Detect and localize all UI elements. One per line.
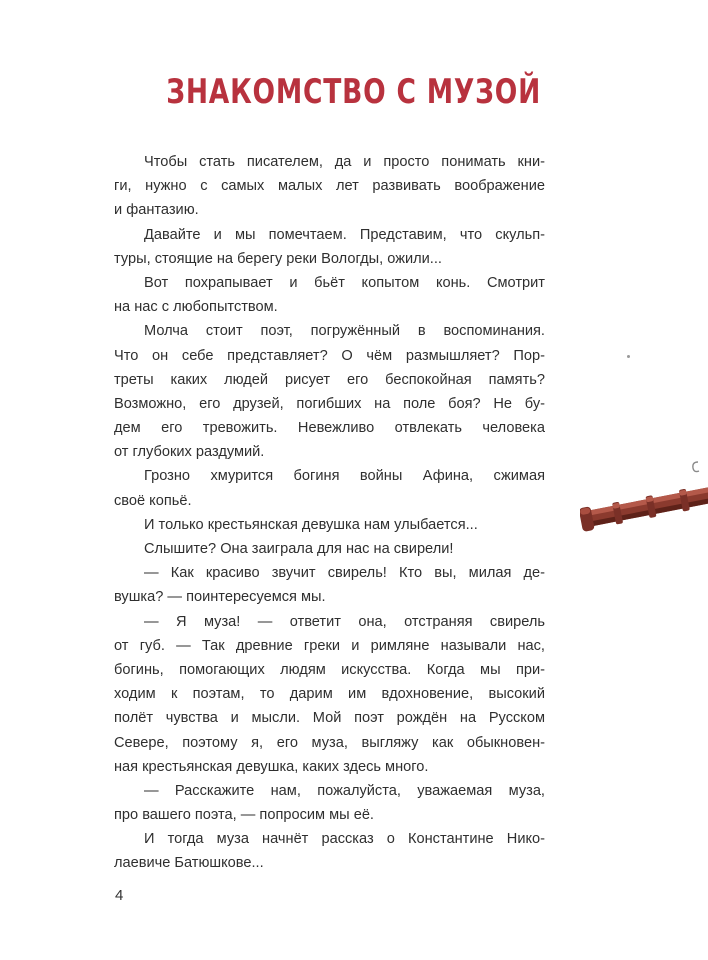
text-line: про вашего поэта, — попросим мы её. <box>114 807 374 824</box>
text-line: Слышите? Она заиграла для нас на свирели! <box>144 541 454 557</box>
text-line: Что он себе представляет? О чём размышляет? Пор- <box>114 347 545 364</box>
text-line: и фантазию. <box>114 202 199 219</box>
flute-illustration <box>580 440 708 550</box>
text-line: вушка? — поинтересуемся мы. <box>114 589 326 606</box>
text-line: полёт чувства и мысли. Мой поэт рождён на Русском <box>114 710 545 727</box>
text-line: Севере, поэтому я, его муза, выгляжу как обыкновен- <box>114 734 545 751</box>
text-line: лаевиче Батюшкове... <box>114 855 264 872</box>
page-number: 4 <box>115 887 124 904</box>
text-line: туры, стоящие на берегу реки Вологды, ожили... <box>114 250 442 267</box>
text-line: на нас с любопытством. <box>114 299 278 316</box>
text-line: Молча стоит поэт, погружённый в воспоминания. <box>144 323 545 340</box>
speck-mark <box>627 355 630 358</box>
text-line: от глубоких раздумий. <box>114 444 265 461</box>
text-line: И только крестьянская девушка нам улыбается... <box>144 516 478 533</box>
text-line: Чтобы стать писателем, да и просто понимать кни- <box>144 154 545 170</box>
text-line: Грозно хмурится богиня войны Афина, сжимая <box>144 468 545 485</box>
text-line: ная крестьянская девушка, каких здесь много. <box>114 758 429 775</box>
text-line: Вот похрапывает и бьёт копытом конь. Смотрит <box>144 274 545 291</box>
text-line: богинь, помогающих людям искусства. Когда мы при- <box>114 661 545 678</box>
text-line: от губ. — Так древние греки и римляне называли нас, <box>114 637 545 654</box>
text-line: ходим к поэтам, то дарим им вдохновение, высокий <box>114 686 545 703</box>
text-line: Возможно, его друзей, погибших на поле боя? Не бу- <box>114 395 545 412</box>
text-line: своё копьё. <box>114 492 192 509</box>
text-line: треты каких людей рисует его беспокойная память? <box>114 371 545 388</box>
text-line: ги, нужно с самых малых лет развивать воображение <box>114 178 545 195</box>
text-line: дем его тревожить. Невежливо отвлекать человека <box>114 420 545 437</box>
text-line: Давайте и мы помечтаем. Представим, что скульп- <box>144 226 545 243</box>
body-text <box>114 150 545 876</box>
text-line: — Расскажите нам, пожалуйста, уважаемая муза, <box>144 782 545 799</box>
text-line: — Как красиво звучит свирель! Кто вы, милая де- <box>144 565 545 582</box>
text-line: И тогда муза начнёт рассказ о Константине Нико- <box>144 831 545 848</box>
text-line: — Я муза! — ответит она, отстраняя свирель <box>144 613 545 630</box>
page-title: ЗНАКОМСТВО С МУЗОЙ <box>166 72 542 112</box>
